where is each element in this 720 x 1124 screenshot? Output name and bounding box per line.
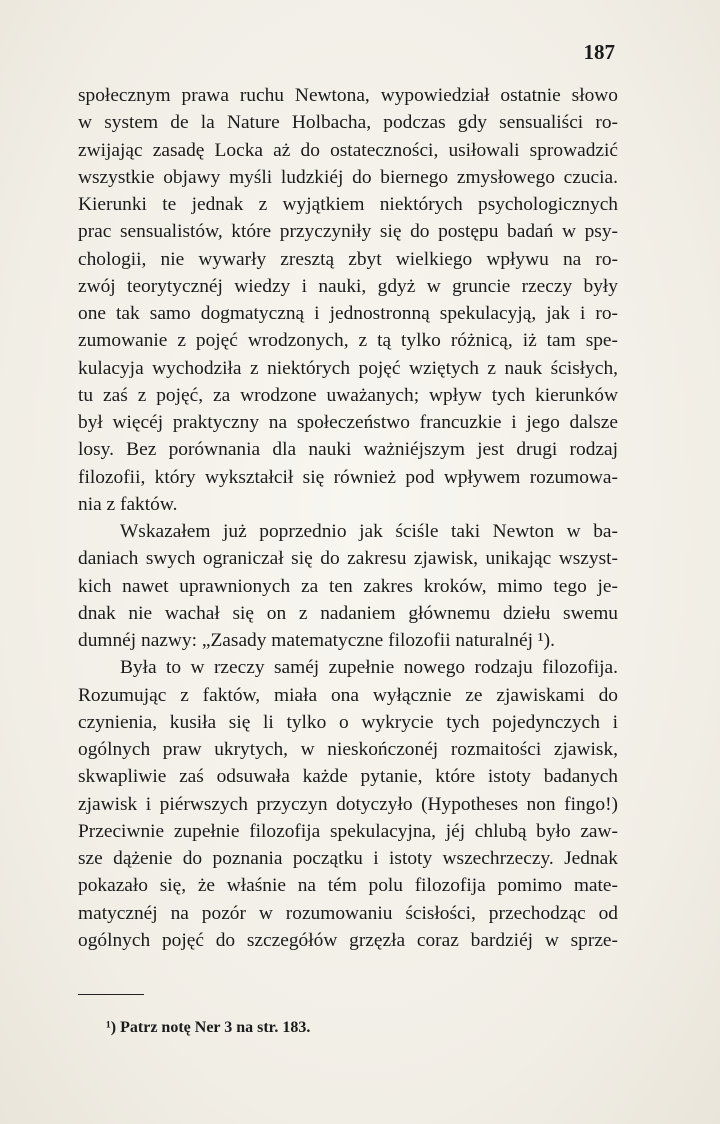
text-line: zwój teorytycznéj wiedzy i nauki, gdyż w gruncie rzeczy były: [78, 275, 618, 297]
text-line: tu zaś z pojęć, za wrodzone uważanych; wpływ tych kierunków: [78, 384, 618, 406]
footnote-divider: [78, 994, 144, 995]
text-line: sze dążenie do poznania początku i istoty wszechrzeczy. Jednak: [78, 848, 618, 869]
page-number: 187: [583, 40, 615, 64]
text-line: filozofii, który wykształcił się również pod wpływem rozumowa-: [78, 466, 618, 488]
text-line: zjawisk i piérwszych przyczyn dotyczyło (Hypotheses non fingo!): [78, 793, 618, 815]
text-line: zumowanie z pojęć wrodzonych, z tą tylko różnicą, iż tam spe-: [78, 330, 618, 352]
text-line: chologii, nie wywarły zresztą zbyt wielkiego wpływu na ro-: [78, 248, 618, 270]
text-line: wszystkie objawy myśli ludzkiéj do biernego zmysłowego czucia.: [78, 166, 618, 188]
text-line: one tak samo dogmatyczną i jednostronną spekulacyją, jak i ro-: [78, 303, 618, 324]
text-line: nia z faktów.: [78, 493, 178, 515]
text-line: w system de la Nature Holbacha, podczas gdy sensualiści ro-: [78, 112, 618, 134]
text-line: czynienia, kusiła się li tylko o wykrycie tych pojedynczych i: [78, 711, 618, 733]
text-line: dnak nie wachał się on z nadaniem głównemu dziełu swemu: [78, 602, 618, 624]
text-line: prac sensualistów, które przyczyniły się do postępu badań w psy-: [78, 221, 618, 243]
text-line: kulacyja wychodziła z niektórych pojęć wziętych z nauk ścisłych,: [78, 357, 618, 379]
text-line: matycznéj na pozór w rozumowaniu ścisłości, przechodząc od: [78, 902, 618, 924]
text-line: losy. Bez porównania dla nauki ważniéjszym jest drugi rodzaj: [78, 439, 618, 461]
text-line: dumnéj nazwy: „Zasady matematyczne filozofii naturalnéj ¹).: [78, 630, 555, 651]
text-line: Kierunki te jednak z wyjątkiem niektórych psychologicznych: [78, 194, 618, 215]
text-line: daniach swych ograniczał się do zakresu zjawisk, unikając wszyst-: [78, 548, 618, 570]
text-line: Przeciwnie zupełnie filozofija spekulacyjna, jéj chlubą było zaw-: [78, 820, 618, 842]
text-line: kich nawet uprawnionych za ten zakres kroków, mimo tego je-: [78, 575, 618, 597]
text-line: Wskazałem już poprzednio jak ściśle taki Newton w ba-: [120, 521, 618, 542]
text-line: społecznym prawa ruchu Newtona, wypowiedział ostatnie słowo: [78, 85, 618, 106]
text-line: skwapliwie zaś odsuwała każde pytanie, które istoty badanych: [78, 766, 618, 788]
text-line: ogólnych praw ukrytych, w nieskończonéj rozmaitości zjawisk,: [78, 739, 618, 760]
text-line: ogólnych pojęć do szczegółów grzęzła coraz bardziéj w sprze-: [78, 929, 618, 951]
text-line: zwijając zasadę Locka aż do ostateczności, usiłowali sprowadzić: [78, 139, 618, 161]
footnote: ¹) Patrz notę Ner 3 na str. 183.: [106, 1019, 311, 1036]
text-line: Rozumując z faktów, miała ona wyłącznie ze zjawiskami do: [78, 684, 618, 706]
text-line: pokazało się, że właśnie na tém polu filozofija pomimo mate-: [78, 875, 618, 897]
text-line: był więcéj praktyczny na społeczeństwo francuzkie i jego dalsze: [78, 412, 618, 433]
body-text: [78, 82, 618, 954]
text-line: Była to w rzeczy saméj zupełnie nowego rodzaju filozofija.: [120, 657, 618, 679]
